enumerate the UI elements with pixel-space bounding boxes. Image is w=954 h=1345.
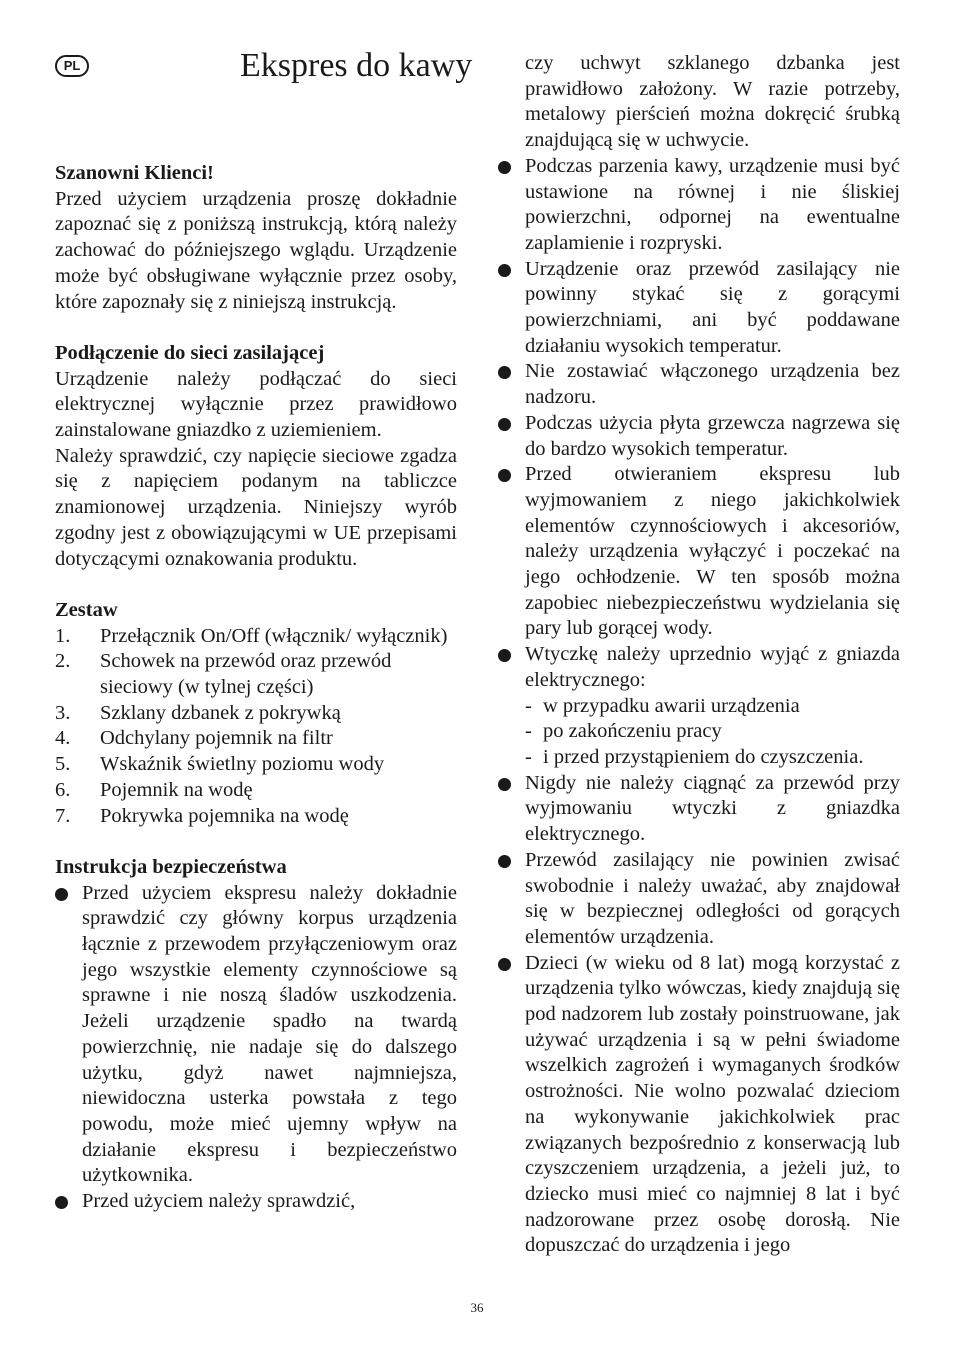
list-item: Wtyczkę należy uprzednio wyjąć z gniazda elektrycznego: - w przypadku awarii urządzenia - po zakończeniu pracy - i przed przystąpieniem do czyszczenia. [498,642,900,771]
list-item: 4. Odchylany pojemnik na filtr [55,727,333,750]
bullet-icon [55,1196,68,1209]
bullet-icon [498,855,511,868]
page-number: 36 [470,1300,484,1315]
bullet-icon [498,778,511,791]
list-item: 1. Przełącznik On/Off (włącznik/ wyłącznik) [55,624,448,647]
list-item: 7. Pokrywka pojemnika na wodę [55,804,349,827]
bullet-icon [55,888,68,901]
bullet-icon [498,161,511,174]
sub-item: - i przed przystąpieniem do czyszczenia. [525,745,864,768]
power-heading: Podłączenie do sieci zasilającej [55,341,325,364]
bullet-icon [498,469,511,482]
list-item: Nigdy nie należy ciągnąć za przewód przy wyjmowaniu wtyczki z gniazdka elektrycznego. [498,771,900,848]
list-item: Dzieci (w wieku od 8 lat) mogą korzystać z urządzenia tylko wówczas, kiedy znajdują się pod nadzorem lub zostały poinstruowane, jak używać urządzenia i są w pełni świadome wszelkich zagrożeń i wymaganych środków ostrożności. Nie wolno pozwalać dzieciom na wykonywanie jakichkolwiek prac związanych bezpośrednio z konserwacją lub czyszczeniem urządzenia, a jeżeli już, to dziecko musi mieć co najmniej 8 lat i być nadzorowane przez osobę dorosłą. Nie dopuszczać do urządzenia i jego [498,951,900,1259]
plug-sublist [525,694,900,771]
bullet-icon [498,418,511,431]
list-item: Nie zostawiać włączonego urządzenia bez nadzoru. [498,359,900,410]
list-item: Przewód zasilający nie powinien zwisać swobodnie i należy uważać, aby znajdował się w bezpiecznej odległości od gorących elementów urządzenia. [498,848,900,951]
list-item: 5. Wskaźnik świetlny poziomu wody [55,753,385,776]
bullet-icon [498,958,511,971]
list-item: 2. Schowek na przewód oraz przewód sieciowy (w tylnej części) [55,650,392,699]
bullet-icon [498,649,511,662]
list-item: Przed użyciem ekspresu należy dokładnie sprawdzić czy główny korpus urządzenia łącznie z przewodem przyłączeniowym oraz jego wszystkie elementy czynnościowe są sprawne i nie noszą śladów uszkodzenia. Jeżeli urządzenie spadło na twardą powierzchnię, nie nadaje się do dalszego użytku, gdyż nawet najmniejsza, niewidoczna usterka powstała z tego powodu, może mieć ujemny wpływ na działanie ekspresu i bezpieczeństwo użytkownika. [55,881,457,1189]
language-badge: PL [55,55,89,77]
bullet-icon [498,264,511,277]
list-item: 6. Pojemnik na wodę [55,778,253,801]
list-item: Przed użyciem należy sprawdzić, [55,1189,457,1215]
safety-list-left [55,881,457,1215]
list-item: Urządzenie oraz przewód zasilający nie powinny stykać się z gorącymi powierzchniami, ani być poddawane działaniu wysokich temperatur. [498,257,900,360]
power-paragraph-2: Należy sprawdzić, czy napięcie sieciowe zgadza się z napięciem podanym na tabliczce znamionowej urządzenia. Niniejszy wyrób zgodny jest z obowiązującymi w UE przepisami dotyczącymi oznakowania produktu. [55,444,457,570]
bullet-icon [498,366,511,379]
left-column [55,161,457,1215]
safety-heading: Instrukcja bezpieczeństwa [55,855,287,878]
list-item-continuation: czy uchwyt szklanego dzbanka jest prawidłowo założony. W razie potrzeby, metalowy pierścień można dokręcić śrubką znajdującą się w uchwycie. [525,52,900,152]
sub-item: - po zakończeniu pracy [525,720,722,743]
power-paragraph-1: Urządzenie należy podłączać do sieci elektrycznej wyłącznie przez prawidłowo zainstalowane gniazdko z uziemieniem. [55,367,457,442]
list-item: 3. Szklany dzbanek z pokrywką [55,701,341,724]
safety-list-right [498,51,900,1259]
page-title: Ekspres do kawy [240,47,473,84]
list-item: Podczas parzenia kawy, urządzenie musi być ustawione na równej i nie śliskiej powierzchni, odpornej na ewentualne zaplamienie i rozpryski. [498,154,900,257]
greeting-heading: Szanowni Klienci! [55,162,214,184]
kit-heading: Zestaw [55,598,118,621]
list-item: Podczas użycia płyta grzewcza nagrzewa się do bardzo wysokich temperatur. [498,411,900,462]
right-column [498,51,900,1259]
kit-list [55,624,457,830]
sub-item: - w przypadku awarii urządzenia [525,694,800,717]
list-item: Przed otwieraniem ekspresu lub wyjmowaniem z niego jakichkolwiek elementów czynnościowych i akcesoriów, należy urządzenia wyłączyć i poczekać na jego ochłodzenie. W ten sposób można zapobiec niebezpieczeństwu wydzielania się pary lub gorącej wody. [498,462,900,642]
greeting-text: Przed użyciem urządzenia proszę dokładnie zapoznać się z poniższą instrukcją, którą należy zachować do późniejszego wglądu. Urządzenie może być obsługiwane wyłącznie przez osoby, które zapoznały się z niniejszą instrukcją. [55,187,457,313]
